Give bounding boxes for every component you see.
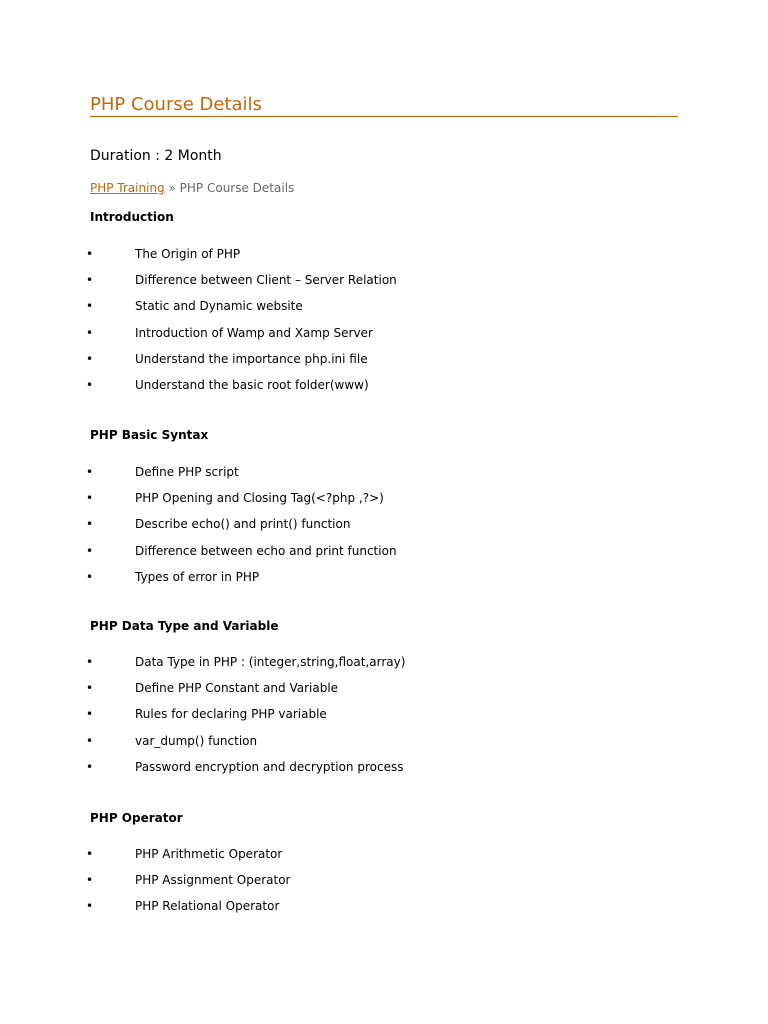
bullet-icon: •: [86, 569, 94, 584]
bullet-icon: •: [86, 847, 94, 861]
list-item-text: The Origin of PHP: [135, 247, 241, 261]
list-item-text: Data Type in PHP : (integer,string,float,array): [135, 655, 406, 669]
list-item-text: Difference between Client – Server Relation: [135, 273, 397, 288]
bullet-icon: •: [86, 681, 94, 696]
list-item-text: PHP Opening and Closing Tag(<?php ,?>): [135, 491, 384, 506]
bullet-icon: •: [86, 325, 94, 340]
bullet-icon: •: [86, 517, 94, 532]
bullet-icon: •: [86, 543, 94, 558]
breadcrumb-link-php-training[interactable]: PHP Training: [90, 181, 165, 195]
bullet-icon: •: [86, 733, 94, 748]
breadcrumb: [90, 179, 294, 197]
section-introduction: [86, 208, 678, 392]
breadcrumb-separator: »: [164, 181, 180, 195]
breadcrumb-current: PHP Course Details: [179, 181, 295, 195]
list-item-text: Rules for declaring PHP variable: [135, 707, 327, 722]
section-php-operator: [86, 809, 678, 914]
bullet-icon: •: [86, 491, 94, 506]
bullet-icon: •: [86, 465, 94, 479]
bullet-icon: •: [86, 273, 94, 288]
list-item-text: PHP Relational Operator: [135, 899, 280, 914]
bullet-icon: •: [86, 377, 94, 392]
list-item-text: Understand the importance php.ini file: [135, 351, 368, 366]
list-item-text: PHP Arithmetic Operator: [135, 847, 283, 861]
bullet-icon: •: [86, 707, 94, 722]
list-item-text: Difference between echo and print function: [135, 543, 397, 558]
bullet-icon: •: [86, 299, 94, 314]
section-heading: PHP Data Type and Variable: [90, 619, 279, 633]
list-item-text: Understand the basic root folder(www): [135, 377, 369, 392]
section-heading: Introduction: [90, 210, 174, 224]
bullet-icon: •: [86, 351, 94, 366]
section-heading: PHP Basic Syntax: [90, 428, 209, 442]
course-duration: Duration : 2 Month: [90, 148, 222, 164]
list-item-text: var_dump() function: [135, 733, 258, 748]
title-divider: [90, 116, 678, 117]
list-item-text: Describe echo() and print() function: [135, 517, 351, 532]
bullet-icon: •: [86, 247, 94, 261]
list-item-text: Define PHP script: [135, 465, 239, 479]
bullet-icon: •: [86, 655, 94, 669]
bullet-icon: •: [86, 899, 94, 914]
list-item-text: Introduction of Wamp and Xamp Server: [135, 325, 373, 340]
section-php-data-type-and-variable: [86, 617, 678, 774]
section-php-basic-syntax: [86, 426, 678, 584]
page-title: PHP Course Details: [90, 94, 262, 115]
list-item-text: Define PHP Constant and Variable: [135, 681, 339, 696]
section-heading: PHP Operator: [90, 811, 183, 825]
list-item-text: Types of error in PHP: [135, 569, 260, 584]
bullet-icon: •: [86, 873, 94, 888]
list-item-text: Password encryption and decryption process: [135, 759, 404, 774]
list-item-text: Static and Dynamic website: [135, 299, 303, 314]
bullet-icon: •: [86, 759, 94, 774]
list-item-text: PHP Assignment Operator: [135, 873, 291, 888]
